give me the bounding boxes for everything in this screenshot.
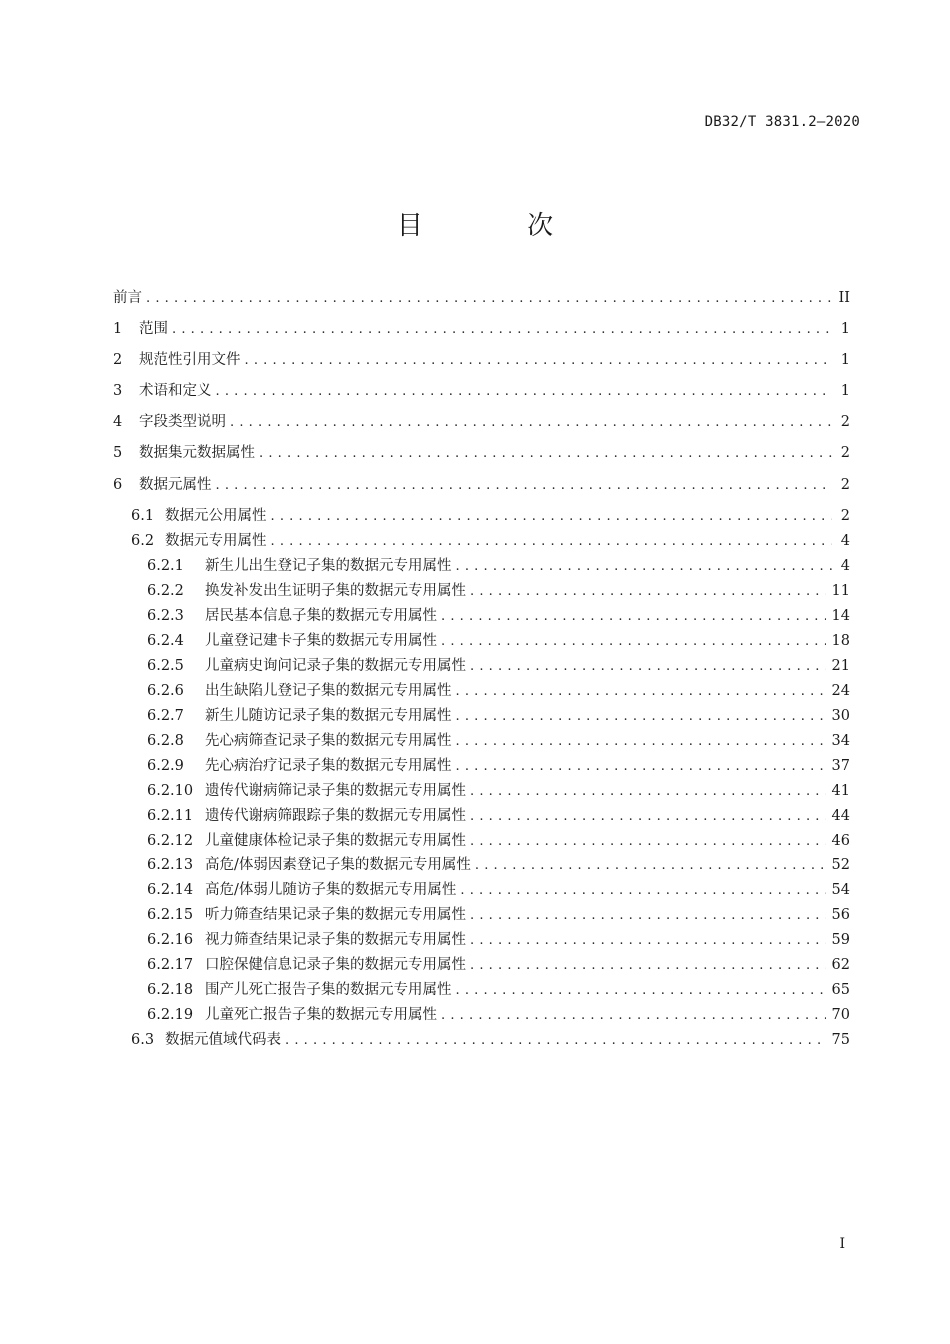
toc-entry-page: 44 xyxy=(831,808,850,824)
toc-entry-6-2-12[interactable] xyxy=(147,831,850,851)
toc-leader-dots xyxy=(456,707,826,727)
toc-leader-dots xyxy=(441,632,826,652)
toc-entry-page: 11 xyxy=(831,583,850,599)
toc-leader-dots xyxy=(470,657,826,677)
toc-entry-label: 数据集元数据属性 xyxy=(139,445,255,461)
toc-entry-6-2-1[interactable] xyxy=(147,556,850,576)
toc-leader-dots xyxy=(470,931,826,951)
toc-entry-page: 37 xyxy=(831,758,850,774)
toc-entry-label: 字段类型说明 xyxy=(139,414,226,430)
page-title: 目 次 xyxy=(396,211,602,241)
toc-entry-label: 儿童健康体检记录子集的数据元专用属性 xyxy=(205,833,466,849)
toc-entry-page: 1 xyxy=(840,383,850,399)
toc-leader-dots xyxy=(470,906,826,926)
toc-entry-1[interactable] xyxy=(113,319,850,339)
toc-entry-6-2-10[interactable] xyxy=(147,781,850,801)
toc-entry-6-2-9[interactable] xyxy=(147,756,850,776)
toc-entry-6-2-18[interactable] xyxy=(147,980,850,1000)
toc-leader-dots xyxy=(470,782,826,802)
toc-entry-label: 新生儿出生登记子集的数据元专用属性 xyxy=(205,558,452,574)
toc-entry-label: 换发补发出生证明子集的数据元专用属性 xyxy=(205,583,466,599)
toc-entry-label: 先心病治疗记录子集的数据元专用属性 xyxy=(205,758,452,774)
toc-entry-page: 4 xyxy=(840,533,850,549)
toc-leader-dots xyxy=(470,956,826,976)
toc-entry-label: 术语和定义 xyxy=(139,383,212,399)
toc-entry-6-2-4[interactable] xyxy=(147,631,850,651)
toc-entry-page: 41 xyxy=(831,783,850,799)
toc-leader-dots xyxy=(172,320,832,340)
toc-entry-label: 遗传代谢病筛跟踪子集的数据元专用属性 xyxy=(205,808,466,824)
toc-entry-number: 6.2.19 xyxy=(147,1007,194,1023)
toc-entry-label: 围产儿死亡报告子集的数据元专用属性 xyxy=(205,982,452,998)
toc-entry-6[interactable] xyxy=(113,475,850,495)
toc-entry-page: 2 xyxy=(840,414,850,430)
toc-entry-label: 高危/体弱儿随访子集的数据元专用属性 xyxy=(205,882,457,898)
toc-entry-number: 6.2.17 xyxy=(147,957,194,973)
toc-entry-number: 6.2.8 xyxy=(147,733,184,749)
toc-leader-dots xyxy=(271,507,833,527)
toc-leader-dots xyxy=(470,582,826,602)
toc-leader-dots xyxy=(216,382,833,402)
toc-leader-dots xyxy=(456,732,826,752)
toc-entry-foreword[interactable] xyxy=(113,288,850,308)
toc-leader-dots xyxy=(441,607,826,627)
toc-entry-6-2-19[interactable] xyxy=(147,1005,850,1025)
toc-entry-page: 18 xyxy=(831,633,850,649)
toc-leader-dots xyxy=(245,351,833,371)
toc-entry-number: 6.2.1 xyxy=(147,558,184,574)
toc-leader-dots xyxy=(475,856,826,876)
toc-leader-dots xyxy=(230,413,832,433)
toc-entry-number: 6.3 xyxy=(131,1032,155,1048)
toc-entry-number: 6.2.11 xyxy=(147,808,194,824)
toc-entry-2[interactable] xyxy=(113,350,850,370)
toc-entry-number: 1 xyxy=(113,321,123,337)
toc-entry-page: 62 xyxy=(831,957,850,973)
toc-entry-6-2-5[interactable] xyxy=(147,656,850,676)
toc-entry-number: 6.2.18 xyxy=(147,982,194,998)
toc-entry-label: 先心病筛查记录子集的数据元专用属性 xyxy=(205,733,452,749)
toc-entry-page: 21 xyxy=(831,658,850,674)
toc-entry-6-2-13[interactable] xyxy=(147,855,850,875)
toc-entry-label: 遗传代谢病筛记录子集的数据元专用属性 xyxy=(205,783,466,799)
toc-entry-label: 儿童登记建卡子集的数据元专用属性 xyxy=(205,633,437,649)
toc-entry-label: 数据元专用属性 xyxy=(165,533,267,549)
toc-entry-page: 2 xyxy=(840,477,850,493)
toc-entry-number: 6.2.15 xyxy=(147,907,194,923)
toc-leader-dots xyxy=(285,1031,826,1051)
toc-leader-dots xyxy=(470,832,826,852)
toc-leader-dots xyxy=(456,981,826,1001)
toc-entry-page: 56 xyxy=(831,907,850,923)
toc-entry-page: II xyxy=(838,290,850,306)
toc-leader-dots xyxy=(460,881,825,901)
toc-entry-page: 24 xyxy=(831,683,850,699)
toc-entry-number: 6.2.5 xyxy=(147,658,184,674)
toc-entry-6-2-3[interactable] xyxy=(147,606,850,626)
toc-entry-label: 数据元属性 xyxy=(139,477,212,493)
toc-entry-label: 听力筛查结果记录子集的数据元专用属性 xyxy=(205,907,466,923)
toc-entry-page: 70 xyxy=(831,1007,850,1023)
toc-entry-6-2-15[interactable] xyxy=(147,905,850,925)
toc-entry-label: 范围 xyxy=(139,321,168,337)
toc-entry-page: 1 xyxy=(840,352,850,368)
toc-entry-6-2[interactable] xyxy=(131,531,850,551)
toc-leader-dots xyxy=(259,444,832,464)
toc-entry-label: 口腔保健信息记录子集的数据元专用属性 xyxy=(205,957,466,973)
toc-entry-label: 高危/体弱因素登记子集的数据元专用属性 xyxy=(205,857,471,873)
toc-entry-page: 2 xyxy=(840,508,850,524)
toc-entry-page: 59 xyxy=(831,932,850,948)
toc-entry-label: 数据元公用属性 xyxy=(165,508,267,524)
toc-entry-number: 3 xyxy=(113,383,123,399)
toc-entry-6-2-17[interactable] xyxy=(147,955,850,975)
toc-entry-label: 居民基本信息子集的数据元专用属性 xyxy=(205,608,437,624)
document-code: DB32/T 3831.2—2020 xyxy=(704,114,860,130)
toc-entry-number: 6.2.10 xyxy=(147,783,194,799)
toc-entry-5[interactable] xyxy=(113,443,850,463)
toc-entry-page: 14 xyxy=(831,608,850,624)
toc-entry-number: 6.2.3 xyxy=(147,608,184,624)
toc-entry-4[interactable] xyxy=(113,412,850,432)
toc-leader-dots xyxy=(441,1006,826,1026)
toc-leader-dots xyxy=(470,807,826,827)
toc-entry-6-2-16[interactable] xyxy=(147,930,850,950)
toc-entry-number: 6.2.12 xyxy=(147,833,194,849)
toc-entry-6-2-2[interactable] xyxy=(147,581,850,601)
toc-entry-number: 4 xyxy=(113,414,123,430)
toc-entry-label: 儿童病史询问记录子集的数据元专用属性 xyxy=(205,658,466,674)
toc-entry-6-2-14[interactable] xyxy=(147,880,850,900)
toc-entry-page: 4 xyxy=(840,558,850,574)
toc-entry-label: 数据元值域代码表 xyxy=(165,1032,281,1048)
toc-entry-page: 65 xyxy=(831,982,850,998)
toc-entry-page: 2 xyxy=(840,445,850,461)
toc-entry-page: 75 xyxy=(831,1032,850,1048)
toc-entry-page: 34 xyxy=(831,733,850,749)
toc-entry-label: 前言 xyxy=(113,290,142,306)
toc-entry-label: 规范性引用文件 xyxy=(139,352,241,368)
page-number: I xyxy=(839,1236,845,1252)
toc-entry-page: 46 xyxy=(831,833,850,849)
toc-entry-label: 出生缺陷儿登记子集的数据元专用属性 xyxy=(205,683,452,699)
toc-entry-number: 6.2.13 xyxy=(147,857,194,873)
toc-entry-number: 6.2.14 xyxy=(147,882,194,898)
toc-entry-number: 6.1 xyxy=(131,508,155,524)
toc-entry-number: 6.2.6 xyxy=(147,683,184,699)
toc-entry-page: 30 xyxy=(831,708,850,724)
toc-entry-page: 52 xyxy=(831,857,850,873)
toc-entry-number: 6.2.4 xyxy=(147,633,184,649)
toc-entry-3[interactable] xyxy=(113,381,850,401)
toc-entry-number: 2 xyxy=(113,352,123,368)
toc-entry-6-2-8[interactable] xyxy=(147,731,850,751)
toc-leader-dots xyxy=(271,532,833,552)
toc-entry-number: 6 xyxy=(113,477,123,493)
toc-entry-number: 6.2.2 xyxy=(147,583,184,599)
toc-entry-number: 5 xyxy=(113,445,123,461)
toc-entry-6-3[interactable] xyxy=(131,1030,850,1050)
toc-entry-page: 54 xyxy=(831,882,850,898)
toc-entry-number: 6.2.16 xyxy=(147,932,194,948)
toc-leader-dots xyxy=(146,289,832,309)
toc-entry-6-1[interactable] xyxy=(131,506,850,526)
toc-leader-dots xyxy=(456,557,833,577)
toc-entry-6-2-6[interactable] xyxy=(147,681,850,701)
toc-entry-number: 6.2.9 xyxy=(147,758,184,774)
toc-leader-dots xyxy=(456,757,826,777)
toc-entry-6-2-7[interactable] xyxy=(147,706,850,726)
toc-entry-6-2-11[interactable] xyxy=(147,806,850,826)
toc-entry-page: 1 xyxy=(840,321,850,337)
toc-leader-dots xyxy=(216,476,833,496)
toc-entry-label: 视力筛查结果记录子集的数据元专用属性 xyxy=(205,932,466,948)
toc-entry-label: 新生儿随访记录子集的数据元专用属性 xyxy=(205,708,452,724)
toc-leader-dots xyxy=(456,682,826,702)
toc-entry-label: 儿童死亡报告子集的数据元专用属性 xyxy=(205,1007,437,1023)
toc-entry-number: 6.2 xyxy=(131,533,155,549)
toc-entry-number: 6.2.7 xyxy=(147,708,184,724)
